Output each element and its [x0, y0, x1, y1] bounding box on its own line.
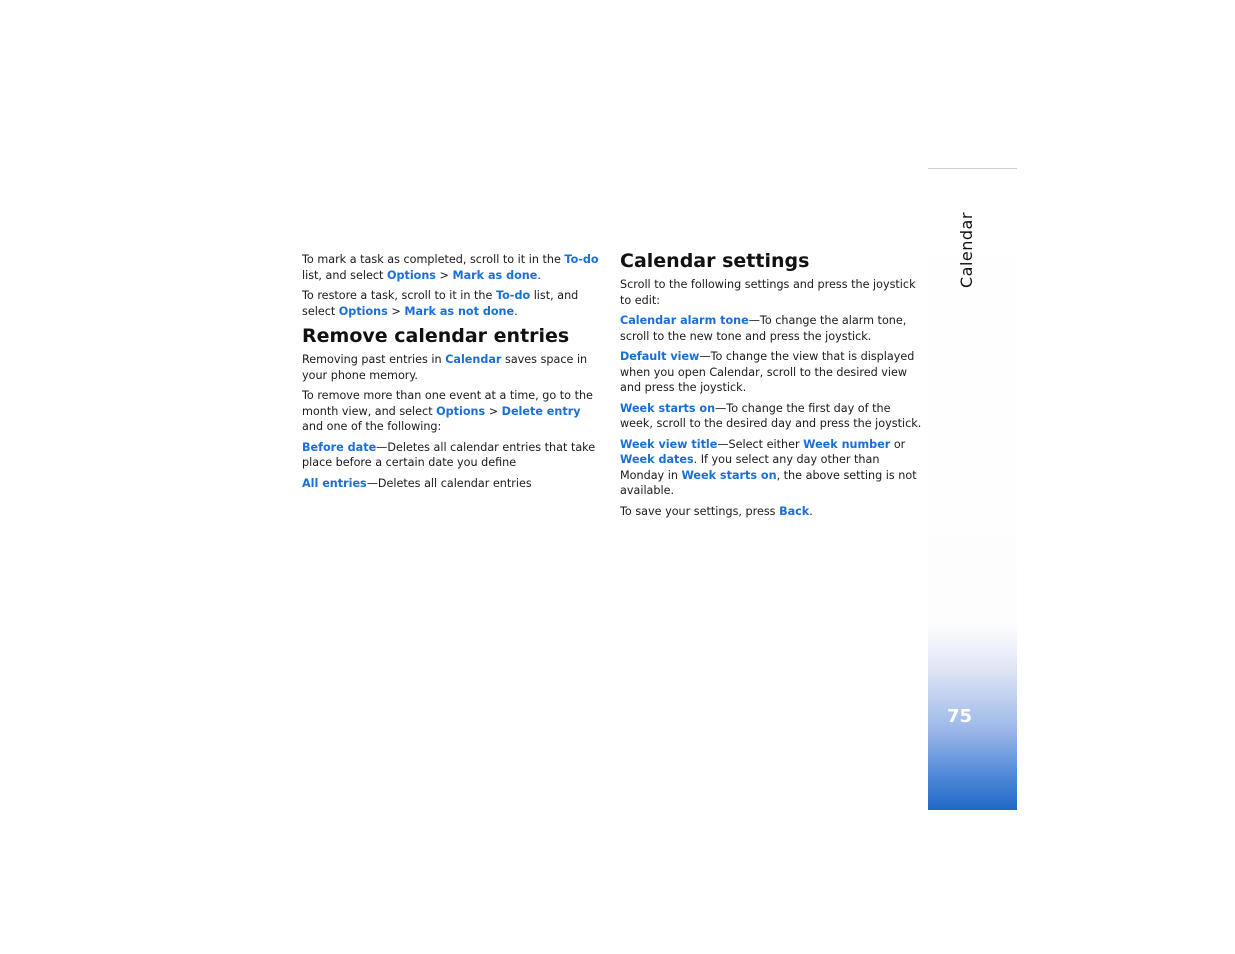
options-term: Options — [436, 404, 486, 418]
before-date-term: Before date — [302, 440, 377, 454]
separator: > — [387, 304, 405, 318]
text: —To change the view that is displayed when you open Calendar, scroll to the desired view and press the joystick. — [620, 349, 915, 395]
week-starts-on-term: Week starts on — [681, 468, 777, 482]
text: , the above setting is not available. — [620, 468, 917, 498]
text: To mark a task as completed, scroll to it in the — [302, 253, 565, 266]
calendar-alarm-tone-term: Calendar alarm tone — [620, 313, 749, 327]
section-heading-calendar-settings: Calendar settings — [620, 250, 810, 272]
left-column — [302, 252, 604, 496]
paragraph-week-starts — [620, 401, 922, 432]
week-starts-on-term: Week starts on — [620, 401, 716, 415]
chapter-tab-title: Calendar — [957, 212, 976, 288]
page-number: 75 — [947, 706, 973, 727]
calendar-term: Calendar — [445, 353, 502, 367]
text: —Deletes all calendar entries — [366, 476, 532, 490]
all-entries-term: All entries — [302, 476, 367, 490]
section-heading-remove-entries: Remove calendar entries — [302, 325, 570, 348]
text: To remove more than one event at a time, go to the month view, and select — [302, 389, 593, 418]
paragraph-scroll-settings — [620, 277, 922, 308]
default-view-term: Default view — [620, 349, 700, 363]
text: . — [537, 268, 541, 282]
right-column — [620, 250, 922, 524]
text: To restore a task, scroll to it in the — [302, 288, 496, 302]
paragraph-before-date — [302, 440, 604, 471]
text: —To change the first day of the week, scroll to the desired day and press the joystick. — [620, 401, 922, 431]
paragraph-remove-multiple — [302, 388, 604, 435]
delete-entry-term: Delete entry — [501, 404, 581, 418]
mark-as-not-done-term: Mark as not done — [404, 304, 515, 318]
text: . — [514, 304, 518, 318]
paragraph-save-settings — [620, 504, 922, 520]
options-term: Options — [338, 304, 388, 318]
paragraph-default-view — [620, 349, 922, 396]
week-number-term: Week number — [803, 437, 891, 451]
week-view-title-term: Week view title — [620, 437, 718, 451]
text: . If you select any day other than Monday in — [620, 453, 880, 482]
paragraph-restore-task — [302, 288, 604, 319]
text: saves space in your phone memory. — [302, 353, 588, 382]
text: Removing past entries in — [302, 353, 446, 367]
options-term: Options — [386, 268, 436, 282]
text: —To change the alarm tone, scroll to the new tone and press the joystick. — [620, 313, 907, 343]
paragraph-alarm-tone — [620, 313, 922, 344]
back-term: Back — [779, 504, 810, 518]
paragraph-mark-done — [302, 252, 604, 283]
separator: > — [435, 268, 453, 282]
separator: > — [485, 404, 502, 418]
todo-term: To-do — [564, 253, 599, 266]
paragraph-all-entries — [302, 476, 604, 492]
paragraph-removing-past — [302, 352, 604, 383]
text: list, and select — [302, 268, 387, 282]
text: To save your settings, press — [620, 504, 780, 518]
text: —Select either — [717, 437, 804, 451]
text: list, and select — [302, 288, 579, 318]
week-dates-term: Week dates — [620, 453, 694, 467]
text: or — [890, 437, 906, 451]
paragraph-week-view-title — [620, 437, 922, 499]
text: and one of the following: — [302, 420, 442, 434]
text: —Deletes all calendar entries that take place before a certain date you define — [302, 440, 596, 470]
todo-term: To-do — [495, 288, 531, 302]
mark-as-done-term: Mark as done — [452, 268, 538, 282]
text: . — [809, 504, 813, 518]
text: Scroll to the following settings and press the joystick to edit: — [620, 278, 916, 307]
